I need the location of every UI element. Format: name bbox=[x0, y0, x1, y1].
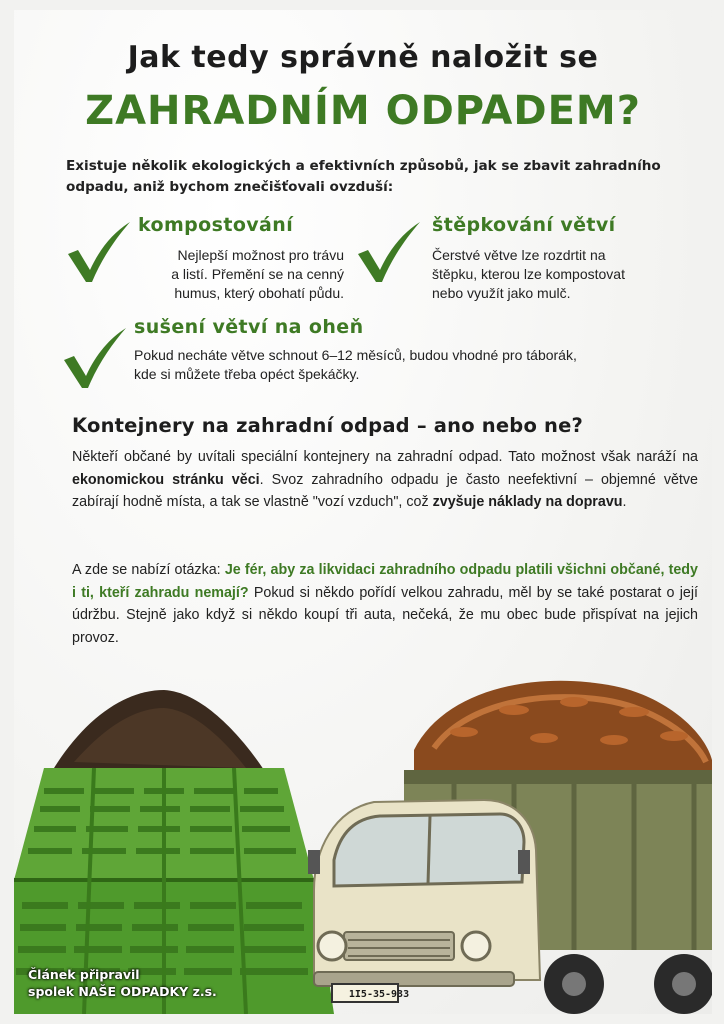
checkmark-icon bbox=[354, 220, 424, 284]
method-text-line: Čerstvé větve lze rozdrtit na bbox=[432, 247, 606, 263]
credit-line: Článek připravil bbox=[28, 967, 140, 982]
section-heading: Kontejnery na zahradní odpad – ano nebo ne? bbox=[72, 414, 584, 437]
title-line-2: ZAHRADNÍM ODPADEM? bbox=[85, 88, 641, 134]
paragraph-question bbox=[72, 559, 698, 649]
flyer-page bbox=[14, 10, 712, 1014]
text-run: . Svoz zahradního odpadu je často neefektivní – objemné větve zabírají hodně místa, a tak se vlastně "vozí vzduch", což bbox=[72, 471, 698, 510]
method-text-line: a listí. Přemění se na cenný bbox=[171, 266, 344, 282]
method-text-line: nebo využít jako mulč. bbox=[432, 285, 571, 301]
method-text-line: Nejlepší možnost pro trávu bbox=[177, 247, 344, 263]
credit-line: spolek NAŠE ODPADKY z.s. bbox=[28, 984, 217, 999]
illustration-compost-and-truck bbox=[14, 650, 712, 1014]
method-title-chipping: štěpkování větví bbox=[432, 214, 616, 236]
method-text-composting bbox=[132, 246, 344, 303]
bold-text-run: zvyšuje náklady na dopravu bbox=[432, 494, 623, 510]
text-run: A zde se nabízí otázka: bbox=[72, 562, 225, 578]
title-line-1: Jak tedy správně naložit se bbox=[127, 40, 599, 75]
bold-text-run: ekonomickou stránku věci bbox=[72, 471, 260, 488]
method-text-line: Pokud necháte větve schnout 6–12 měsíců, budou vhodné pro táborák, bbox=[134, 347, 577, 363]
article-credit bbox=[28, 966, 288, 1000]
license-plate: 1I5-35-933 bbox=[348, 989, 410, 1000]
truck bbox=[308, 770, 712, 1014]
checkmark-icon bbox=[60, 326, 130, 390]
method-text-line: štěpku, kterou lze kompostovat bbox=[432, 266, 625, 282]
paragraph-containers bbox=[72, 446, 698, 514]
method-text-line: kde si můžete třeba opéct špekáčky. bbox=[134, 366, 360, 382]
text-run: . bbox=[622, 494, 627, 510]
method-title-composting: kompostování bbox=[138, 214, 294, 236]
text-run: Pokud si někdo pořídí velkou zahradu, měl by se také postarat o její údržbu. Stejně jako když si někdo koupí tři auta, nečeká, že mu obec bude přispívat na jejich provoz. bbox=[72, 584, 698, 646]
compost-pile bbox=[54, 690, 264, 770]
method-text-drying bbox=[134, 346, 694, 384]
truck-load-leaves bbox=[414, 681, 712, 776]
checkmark-icon bbox=[64, 220, 134, 284]
method-title-drying: sušení větví na oheň bbox=[134, 316, 364, 338]
intro-text: Existuje několik ekologických a efektivních způsobů, jak se zbavit zahradního odpadu, aniž bychom znečišťovali ovzduší: bbox=[66, 158, 661, 195]
method-text-chipping bbox=[432, 246, 672, 303]
highlighted-question: Je fér, aby za likvidaci zahradního odpadu platili všichni občané, tedy i ti, kteří zahradu nemají? bbox=[72, 562, 698, 601]
text-run: Někteří občané by uvítali speciální kontejnery na zahradní odpad. Tato možnost však naráží na bbox=[72, 449, 698, 465]
method-text-line: humus, který obohatí půdu. bbox=[174, 285, 344, 301]
